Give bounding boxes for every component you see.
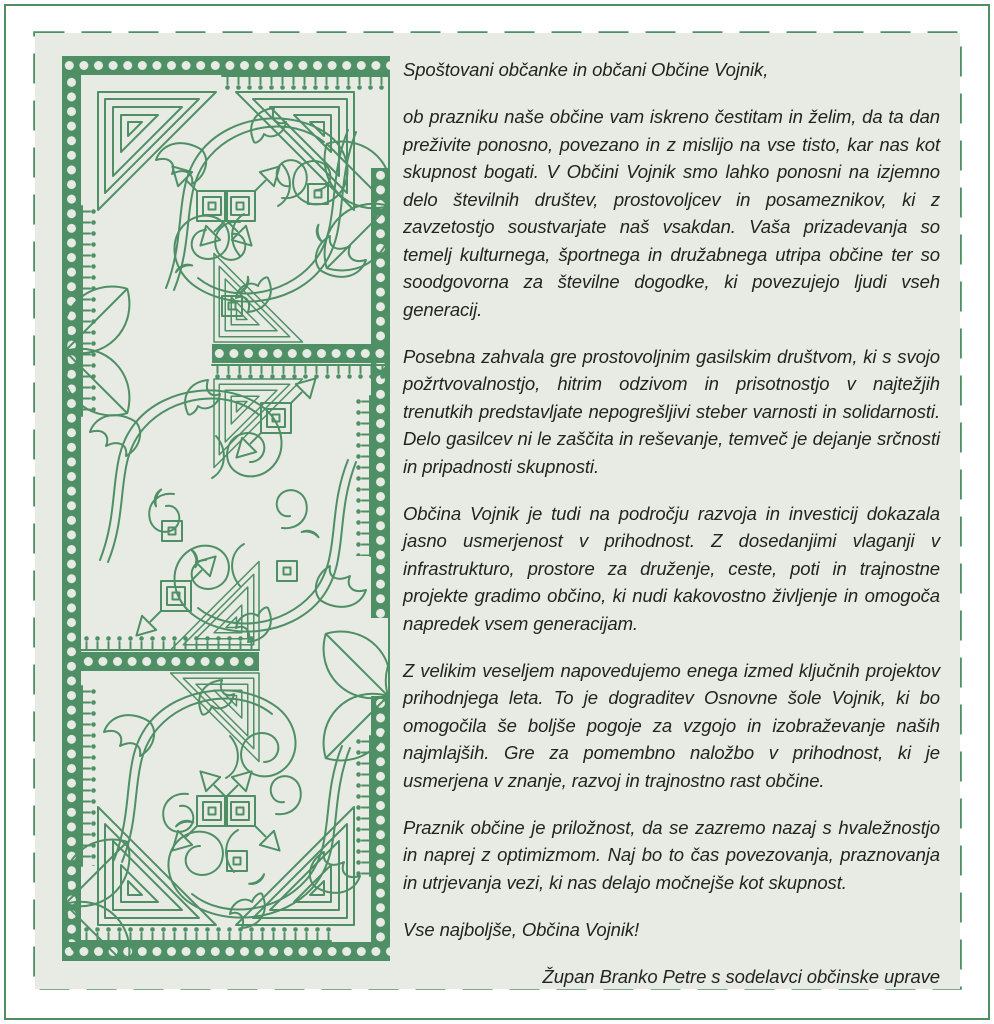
folk-ornament-svg — [62, 56, 390, 961]
paragraph-greeting: ob prazniku naše občine vam iskreno čestitam in želim, da ta dan preživite ponosno, povezano in z mislijo na vse tisto, kar nas kot skupnost bogati. V Občini Vojnik smo lahko ponosni na izjemno delo številnih društev, prostovoljcev in posameznikov, ki z zavzetostjo soustvarjate naš vsakdan. Vaša prizadevanja so temelj kulturnega, športnega in družabnega utripa občine ter so soodgovorna za številne dogodke, ki povezujejo ljudi vseh generacij. — [403, 106, 940, 320]
paragraph-investments: Občina Vojnik je tudi na področju razvoja in investicij dokazala jasno usmerjenost v prihodnost. Z dosedanjimi vlaganji v infrastrukturo, prostore za druženje, ceste, poti in trajnostne projekte gradimo občino, ki nudi kakovostno življenje in omogoča napredek vsem generacijam. — [403, 502, 940, 634]
salutation: Spoštovani občanke in občani Občine Vojnik, — [403, 59, 769, 80]
paragraph-firefighters: Posebna zahvala gre prostovoljnim gasilskim društvom, ki s svojo požrtvovalnostjo, hitrim odzivom in prisotnostjo v najtežjih trenutkih predstavljate nepogrešljivi steber varnosti in solidarnosti. Delo gasilcev ni le zaščita in reševanje, temveč je dejanje srčnosti in pripadnosti skupnosti. — [403, 345, 940, 477]
closing-line: Vse najboljše, Občina Vojnik! — [403, 918, 640, 940]
paragraph-school-project: Z velikim veseljem napovedujemo enega izmed ključnih projektov prihodnjega leta. To je dograditev Osnovne šole Vojnik, ki bo omogočila še boljše pogoje za vzgojo in izobraževanje naših najmlajših. Gre za pomembno naložbo v prihodnost, ki je usmerjena v znanje, razvoj in trajnostno rast občine. — [403, 659, 940, 791]
folk-ornament-illustration — [62, 56, 390, 961]
paragraph-celebration: Praznik občine je priložnost, da se zazremo nazaj s hvaležnostjo in naprej z optimizmom. Naj bo to čas povezovanja, praznovanja in utrjevanja vezi, ki nas delajo močnejše kot skupnost. — [403, 816, 940, 893]
letter-text-block — [390, 56, 940, 989]
card-panel — [35, 33, 960, 989]
signature-line: Župan Branko Petre s sodelavci občinske uprave — [542, 965, 940, 987]
